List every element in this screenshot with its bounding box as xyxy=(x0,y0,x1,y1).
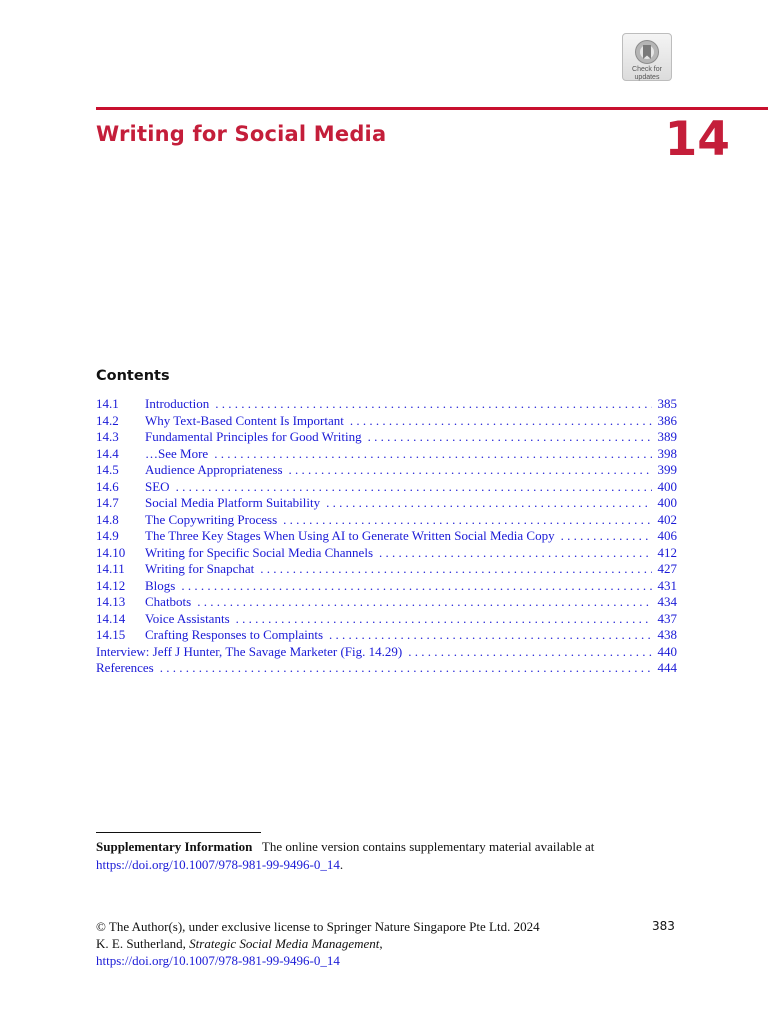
page-number: 383 xyxy=(652,919,675,933)
toc-entry-number: 14.5 xyxy=(96,462,119,477)
toc-entry-interview[interactable] xyxy=(96,644,677,661)
toc-entry-number: 14.1 xyxy=(96,396,119,411)
toc-entry-14-3[interactable] xyxy=(96,429,677,446)
copyright-block xyxy=(96,918,636,969)
toc-entry-title: Why Text-Based Content Is Important xyxy=(145,412,344,428)
toc-entry-references[interactable] xyxy=(96,660,677,677)
toc-entry-title: Fundamental Principles for Good Writing xyxy=(145,429,362,444)
toc-entry-title: Social Media Platform Suitability xyxy=(145,495,321,510)
supplementary-doi-link[interactable]: https://doi.org/10.1007/978-981-99-9496-0_14 xyxy=(96,857,340,872)
toc-entry-number: 14.10 xyxy=(96,544,126,560)
toc-entry-number: 14.13 xyxy=(96,594,126,609)
toc-leader-dots xyxy=(326,495,651,511)
toc-entry-14-6[interactable] xyxy=(96,479,677,496)
toc-leader-dots xyxy=(289,462,652,478)
toc-entry-title: The Copywriting Process xyxy=(145,511,278,527)
chapter-rule xyxy=(96,107,768,110)
toc-entry-page: 437 xyxy=(657,610,677,626)
badge-label-line2: updates xyxy=(634,74,660,81)
toc-entry-number: 14.3 xyxy=(96,429,119,444)
supplementary-label: Supplementary Information xyxy=(96,839,253,854)
toc-entry-page: 444 xyxy=(657,660,677,675)
author-name: K. E. Sutherland, xyxy=(96,936,186,951)
toc-leader-dots xyxy=(215,396,651,412)
toc-entry-title: Interview: Jeff J Hunter, The Savage Marketer (Fig. 14.29) xyxy=(96,643,403,659)
toc-leader-dots xyxy=(283,512,651,528)
toc-entry-14-1[interactable] xyxy=(96,396,677,413)
toc-entry-page: 427 xyxy=(657,561,677,576)
toc-leader-dots xyxy=(379,545,651,561)
toc-leader-dots xyxy=(350,413,652,429)
chapter-doi-link[interactable]: https://doi.org/10.1007/978-981-99-9496-0_14 xyxy=(96,953,340,968)
toc-entry-title: …See More xyxy=(145,445,209,461)
toc-entry-page: 398 xyxy=(657,445,677,461)
toc-leader-dots xyxy=(260,561,651,577)
toc-entry-page: 440 xyxy=(657,643,677,659)
toc-entry-title: SEO xyxy=(145,478,170,494)
toc-entry-page: 385 xyxy=(657,396,677,411)
toc-entry-number: 14.7 xyxy=(96,495,119,510)
toc-leader-dots xyxy=(214,446,651,462)
toc-entry-number: 14.6 xyxy=(96,478,119,494)
supplementary-link-suffix: . xyxy=(339,857,344,872)
toc-entry-title: Crafting Responses to Complaints xyxy=(145,627,324,642)
citation-line xyxy=(96,935,636,952)
toc-entry-page: 399 xyxy=(657,462,677,477)
toc-entry-page: 434 xyxy=(657,594,677,609)
toc-entry-14-5[interactable] xyxy=(96,462,677,479)
toc-entry-page: 400 xyxy=(657,495,677,510)
toc-entry-page: 412 xyxy=(657,544,677,560)
toc-entry-page: 389 xyxy=(657,429,677,444)
chapter-title: Writing for Social Media xyxy=(96,122,387,146)
toc-leader-dots xyxy=(160,660,652,676)
toc-entry-14-12[interactable] xyxy=(96,578,677,595)
supplementary-information xyxy=(96,838,676,874)
toc-leader-dots xyxy=(176,479,652,495)
toc-leader-dots xyxy=(408,644,651,660)
toc-entry-14-2[interactable] xyxy=(96,413,677,430)
toc-entry-page: 438 xyxy=(657,627,677,642)
toc-entry-page: 402 xyxy=(657,511,677,527)
toc-entry-number: 14.4 xyxy=(96,445,119,461)
toc-entry-14-11[interactable] xyxy=(96,561,677,578)
table-of-contents xyxy=(96,396,677,677)
toc-entry-14-7[interactable] xyxy=(96,495,677,512)
book-title: Strategic Social Media Management xyxy=(189,936,380,951)
copyright-line: © The Author(s), under exclusive license to Springer Nature Singapore Pte Ltd. 2024 xyxy=(96,919,540,934)
toc-leader-dots xyxy=(181,578,651,594)
toc-entry-14-4[interactable] xyxy=(96,446,677,463)
toc-entry-14-9[interactable] xyxy=(96,528,677,545)
toc-entry-page: 431 xyxy=(657,577,677,593)
check-for-updates-badge[interactable] xyxy=(622,33,672,81)
toc-leader-dots xyxy=(368,429,652,445)
toc-entry-number: 14.2 xyxy=(96,412,119,428)
toc-entry-number: 14.8 xyxy=(96,511,119,527)
supplementary-text: The online version contains supplementary material available at xyxy=(261,839,595,854)
toc-leader-dots xyxy=(329,627,651,643)
toc-leader-dots xyxy=(561,528,652,544)
toc-entry-title: Writing for Snapchat xyxy=(145,561,255,576)
badge-label-line1: Check for xyxy=(632,66,662,73)
toc-entry-title: References xyxy=(96,660,154,675)
toc-entry-14-13[interactable] xyxy=(96,594,677,611)
toc-leader-dots xyxy=(236,611,652,627)
toc-entry-number: 14.9 xyxy=(96,528,119,543)
toc-entry-14-8[interactable] xyxy=(96,512,677,529)
toc-entry-title: Writing for Specific Social Media Channels xyxy=(145,544,374,560)
toc-entry-page: 386 xyxy=(657,412,677,428)
toc-entry-14-10[interactable] xyxy=(96,545,677,562)
toc-entry-title: Chatbots xyxy=(145,594,192,609)
toc-entry-number: 14.14 xyxy=(96,610,126,626)
toc-entry-title: Introduction xyxy=(145,396,210,411)
check-for-updates-icon xyxy=(634,39,660,65)
book-title-suffix: , xyxy=(379,936,383,951)
toc-entry-title: Audience Appropriateness xyxy=(145,462,283,477)
toc-entry-page: 406 xyxy=(657,528,677,543)
toc-entry-14-14[interactable] xyxy=(96,611,677,628)
contents-heading: Contents xyxy=(96,368,170,384)
toc-entry-number: 14.11 xyxy=(96,561,125,576)
toc-entry-title: Voice Assistants xyxy=(145,610,230,626)
toc-entry-number: 14.12 xyxy=(96,577,126,593)
toc-entry-14-15[interactable] xyxy=(96,627,677,644)
toc-entry-page: 400 xyxy=(657,478,677,494)
toc-entry-title: Blogs xyxy=(145,577,176,593)
chapter-number: 14 xyxy=(664,112,730,167)
toc-entry-number: 14.15 xyxy=(96,627,126,642)
toc-leader-dots xyxy=(197,594,651,610)
toc-entry-title: The Three Key Stages When Using AI to Generate Written Social Media Copy xyxy=(145,528,555,543)
footnote-rule xyxy=(96,832,261,833)
